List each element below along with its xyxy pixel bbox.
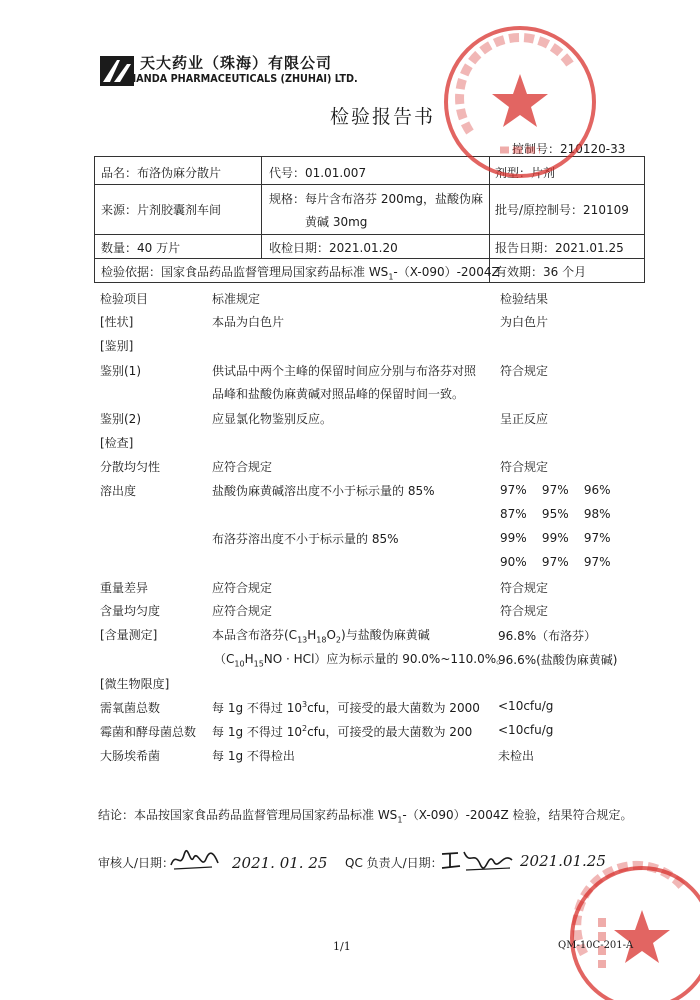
product-name: 品名：布洛伪麻分散片 bbox=[101, 166, 222, 180]
batch-number: 批号/原控制号：210109 bbox=[495, 203, 629, 217]
dispersion-std: 应符合规定 bbox=[212, 460, 273, 474]
reviewer-date: 2021. 01. 25 bbox=[232, 854, 328, 872]
product-code: 代号：01.01.007 bbox=[269, 166, 367, 180]
page-number: 1/1 bbox=[333, 940, 351, 953]
col-result: 检验结果 bbox=[500, 292, 549, 306]
dispersion-res: 符合规定 bbox=[500, 460, 549, 474]
col-standard: 标准规定 bbox=[212, 292, 261, 306]
id2-res: 呈正反应 bbox=[500, 412, 549, 426]
quality-seal-icon bbox=[562, 858, 700, 1000]
qc-signature-icon bbox=[440, 846, 514, 874]
validity: 有效期：36 个月 bbox=[495, 265, 587, 279]
character-item: [性状] bbox=[100, 315, 134, 329]
id1-std-line1: 供试品中两个主峰的保留时间应分别与布洛芬对照 bbox=[212, 364, 477, 378]
dissolution-std2: 布洛芬溶出度不小于标示量的 85% bbox=[212, 532, 399, 546]
aerobic-item: 需氧菌总数 bbox=[100, 701, 161, 715]
qc-date: 2021.01.25 bbox=[520, 852, 606, 870]
uniformity-std: 应符合规定 bbox=[212, 604, 273, 618]
conclusion: 结论：本品按国家食品药品监督管理局国家药品标准 $WS_1-(X-090)-2004Z$ 检验，结果符合规定。 bbox=[98, 808, 633, 825]
assay-std-line1: 本品含布洛芬$(C_{13}H_{18}O_2)$与盐酸伪麻黄碱 bbox=[212, 628, 430, 645]
uniformity-item: 含量均匀度 bbox=[100, 604, 161, 618]
dispersion-item: 分散均匀性 bbox=[100, 460, 161, 474]
dissolution-item: 溶出度 bbox=[100, 484, 137, 498]
check-heading: [检查] bbox=[100, 436, 134, 450]
control-number: 控制号：210120-33 bbox=[512, 142, 626, 156]
report-date: 报告日期：2021.01.25 bbox=[495, 241, 624, 255]
assay-std-line2: $(C_{10}H_{15}NO \cdot HCl)$应为标示量的 90.0%~110.0%。 bbox=[214, 652, 509, 669]
source: 来源：片剂胶囊剂车间 bbox=[101, 203, 222, 217]
weight-item: 重量差异 bbox=[100, 581, 149, 595]
col-item: 检验项目 bbox=[100, 292, 149, 306]
micro-heading: [微生物限度] bbox=[100, 677, 170, 691]
identification-heading: [鉴别] bbox=[100, 339, 134, 353]
spec-line2: 黄碱 30mg bbox=[305, 215, 368, 229]
id1-item: 鉴别(1) bbox=[100, 364, 141, 378]
receive-date: 收检日期：2021.01.20 bbox=[269, 241, 398, 255]
dissolution-res2-line2: 90% 97% 97% bbox=[500, 555, 611, 569]
dissolution-res1-line1: 97% 97% 96% bbox=[500, 483, 611, 497]
mold-item: 霉菌和酵母菌总数 bbox=[100, 725, 197, 739]
inspection-basis: 检验依据：国家食品药品监督管理局国家药品标准 $WS_1-(X-090)-2004Z$ bbox=[101, 265, 500, 282]
weight-res: 符合规定 bbox=[500, 581, 549, 595]
company-seal-icon bbox=[440, 22, 600, 182]
company-name-en: TIANDA PHARMACEUTICALS (ZHUHAI) LTD. bbox=[126, 73, 358, 85]
dissolution-std1: 盐酸伪麻黄碱溶出度不小于标示量的 85% bbox=[212, 484, 435, 498]
quantity: 数量：40 万片 bbox=[101, 241, 181, 255]
dosage-form: 剂型：片剂 bbox=[495, 166, 556, 180]
reviewer-label: 审核人/日期： bbox=[98, 856, 175, 870]
dissolution-res2-line1: 99% 99% 97% bbox=[500, 531, 611, 545]
assay-item: [含量测定] bbox=[100, 628, 158, 642]
id2-std: 应显氯化物鉴别反应。 bbox=[212, 412, 333, 426]
ecoli-item: 大肠埃希菌 bbox=[100, 749, 161, 763]
id2-item: 鉴别(2) bbox=[100, 412, 141, 426]
character-res: 为白色片 bbox=[500, 315, 549, 329]
spec-line1: 规格：每片含布洛芬 200mg，盐酸伪麻 bbox=[269, 192, 484, 206]
mold-std: 每 1g 不得过 $10^2cfu$，可接受的最大菌数为 200 bbox=[212, 724, 473, 739]
assay-res2: 96.6%(盐酸伪麻黄碱) bbox=[498, 653, 618, 667]
form-code: QM-10C-201-A bbox=[558, 940, 634, 951]
qc-label: QC 负责人/日期： bbox=[345, 856, 443, 870]
uniformity-res: 符合规定 bbox=[500, 604, 549, 618]
id1-res: 符合规定 bbox=[500, 364, 549, 378]
aerobic-std: 每 1g 不得过 $10^3cfu$，可接受的最大菌数为 2000 bbox=[212, 700, 480, 715]
ecoli-std: 每 1g 不得检出 bbox=[212, 749, 295, 763]
aerobic-res: <10cfu/g bbox=[498, 699, 554, 713]
ecoli-res: 未检出 bbox=[498, 749, 535, 763]
weight-std: 应符合规定 bbox=[212, 581, 273, 595]
id1-std-line2: 品峰和盐酸伪麻黄碱对照品峰的保留时间一致。 bbox=[212, 387, 465, 401]
assay-res1: 96.8%（布洛芬） bbox=[498, 629, 597, 643]
mold-res: <10cfu/g bbox=[498, 723, 554, 737]
character-std: 本品为白色片 bbox=[212, 315, 285, 329]
company-name-cn: 天大药业（珠海）有限公司 bbox=[140, 54, 333, 72]
document-title: 检验报告书 bbox=[330, 106, 436, 128]
reviewer-signature-icon bbox=[168, 847, 220, 873]
dissolution-res1-line2: 87% 95% 98% bbox=[500, 507, 611, 521]
